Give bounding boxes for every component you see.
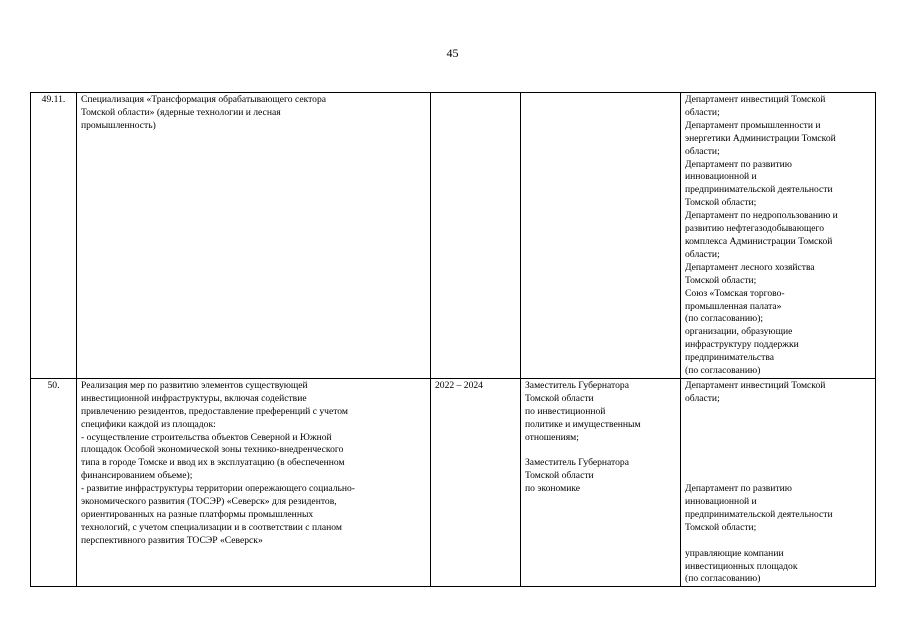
blank-line xyxy=(525,444,676,457)
text-line: инновационной и xyxy=(685,496,757,507)
text-line: развитию нефтегазодобывающего xyxy=(685,223,824,235)
text-line: площадок Особой экономической зоны технико-внедренческого xyxy=(81,444,344,456)
text-line: ориентированных на разные платформы промышленных xyxy=(81,509,314,520)
period-cell xyxy=(431,93,521,379)
text-line: (по согласованию) xyxy=(685,365,761,377)
text-line: Заместитель Губернатора xyxy=(525,457,629,469)
text-line: Департамент по развитию xyxy=(685,158,792,170)
text-line: Департамент инвестиций Томской xyxy=(685,379,826,391)
text-line: энергетики Администрации Томской xyxy=(685,132,836,144)
curator-cell xyxy=(521,93,681,379)
text-line: Томской области; xyxy=(685,521,757,533)
text-line: Департамент по недропользованию и xyxy=(685,210,838,222)
text-line: Томской области xyxy=(525,470,594,482)
text-line: Союз «Томская торгово- xyxy=(685,287,785,299)
text-line: экономического развития (ТОСЭР) «Северск» для резидентов, xyxy=(81,496,337,508)
text-line: - осуществление строительства объектов Северной и Южной xyxy=(81,431,332,443)
text-line: управляющие компании xyxy=(685,547,784,559)
blank-line xyxy=(685,457,871,470)
text-line: политике и имущественным xyxy=(525,418,641,430)
text-line: предпринимательской деятельности xyxy=(685,508,833,520)
plan-table xyxy=(30,92,876,587)
blank-line xyxy=(685,535,871,548)
text-line: (по согласованию) xyxy=(685,573,761,585)
text-line: предпринимательской деятельности xyxy=(685,184,833,196)
text-line: промышленность) xyxy=(81,119,156,131)
text-line: предпринимательства xyxy=(685,352,775,364)
text-line: области; xyxy=(685,106,720,118)
text-line: Департамент лесного хозяйства xyxy=(685,261,815,273)
blank-line xyxy=(685,432,871,445)
text-line: инвестиционной инфраструктуры, включая содействие xyxy=(81,392,307,404)
blank-line xyxy=(685,406,871,419)
text-line: промышленная палата» xyxy=(685,300,782,312)
blank-line xyxy=(685,444,871,457)
text-line: Департамент по развитию xyxy=(685,483,792,495)
row-number: 50. xyxy=(31,378,77,586)
text-line: отношениям; xyxy=(525,431,579,443)
text-line: типа в городе Томске и ввод их в эксплуатацию (в обеспеченном xyxy=(81,457,345,469)
text-line: специфики каждой из площадок: xyxy=(81,418,216,430)
text-line: перспективного развития ТОСЭР «Северск» xyxy=(81,534,263,546)
text-line: области; xyxy=(685,145,720,157)
table-row xyxy=(31,378,876,586)
row-number: 49.11. xyxy=(31,93,77,379)
text-line: Томской области xyxy=(525,392,594,404)
text-line: Реализация мер по развитию элементов существующей xyxy=(81,379,308,391)
text-line: инфраструктуру поддержки xyxy=(685,339,799,351)
measure-description xyxy=(77,93,431,379)
text-line: финансированием объеме); xyxy=(81,470,193,482)
text-line: привлечению резидентов, предоставление преференций с учетом xyxy=(81,405,348,417)
table-row xyxy=(31,93,876,379)
text-line: Томской области; xyxy=(685,197,757,209)
text-line: организации, образующие xyxy=(685,326,793,338)
text-line: (по согласованию); xyxy=(685,313,764,325)
blank-line xyxy=(685,419,871,432)
executors-cell xyxy=(681,378,876,586)
curator-cell xyxy=(521,378,681,586)
period-cell: 2022 – 2024 xyxy=(431,378,521,586)
text-line: - развитие инфраструктуры территории опережающего социально- xyxy=(81,483,355,495)
text-line: комплекса Администрации Томской xyxy=(685,235,833,247)
text-line: Департамент промышленности и xyxy=(685,119,821,131)
text-line: Департамент инвестиций Томской xyxy=(685,94,826,105)
page-number: 45 xyxy=(446,46,459,60)
text-line: по экономике xyxy=(525,483,581,495)
text-line: Специализация «Трансформация обрабатывающего сектора xyxy=(81,94,327,105)
blank-line xyxy=(685,470,871,483)
text-line: Томской области» (ядерные технологии и лесная xyxy=(81,106,281,118)
text-line: технологий, с учетом специализации и в соответствии с планом xyxy=(81,521,342,533)
text-line: по инвестиционной xyxy=(525,405,606,417)
text-line: инновационной и xyxy=(685,171,757,183)
text-line: области; xyxy=(685,392,720,404)
executors-cell xyxy=(681,93,876,379)
text-line: Заместитель Губернатора xyxy=(525,379,629,391)
text-line: области; xyxy=(685,248,720,260)
text-line: инвестиционных площадок xyxy=(685,560,798,572)
measure-description xyxy=(77,378,431,586)
text-line: Томской области; xyxy=(685,274,757,286)
